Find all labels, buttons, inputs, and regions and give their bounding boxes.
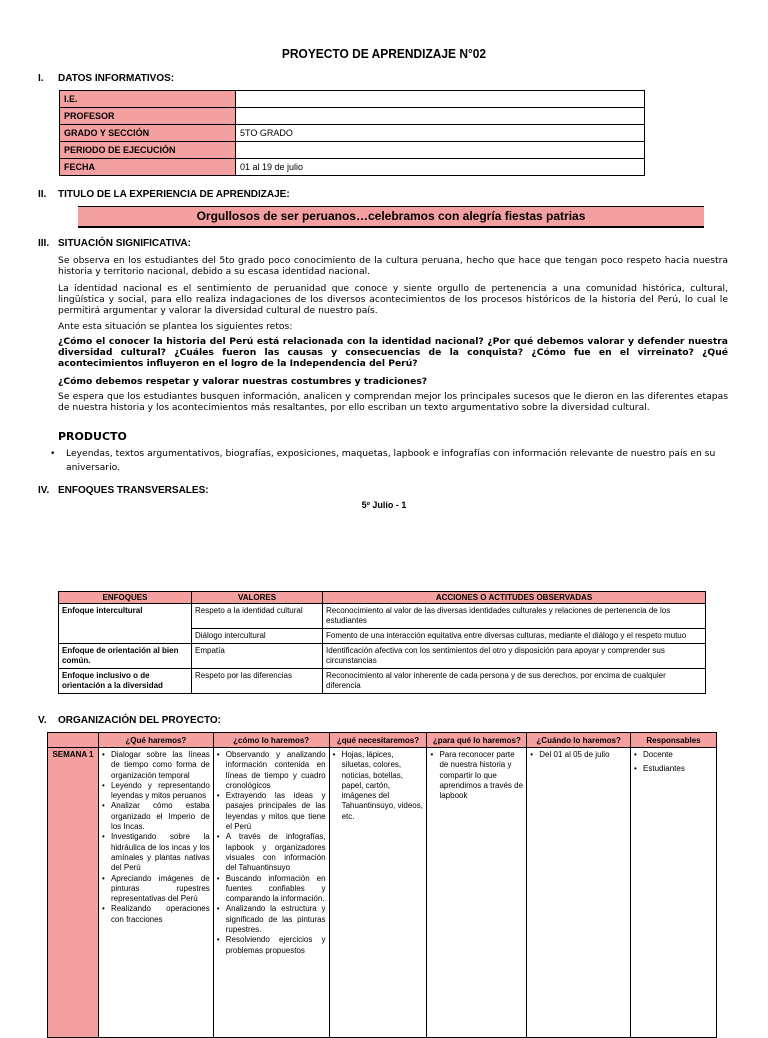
table-row: SEMANA 1 • Dialogar sobre las líneas de tiempo como forma de organización temporal • Leyendo y representando leyendas y mitos peruanos • Analizar cómo estaba organizado el Imperio de los Incas. • Investigando sobre la hidráulica de los incas y los amínales y plantas nativas del Perú • Apreciando imágenes de pinturas rupestres representativas del Perú • Realizando operaciones con fracciones • Observando y analizando información contenida en líneas de tiempo y cuadro cronológicos • Extrayendo las ideas y pasajes principales de las leyendas y mitos que tiene el Perú • A través de infografías, lapbook y organizadores visuales con información del Tahuantinsuyo • Buscando información en fuentes confiables y comparando la información. • Analizando la estructura y significado de las pinturas rupestres. • Resolviendo ejercicios y problemas propuestos • Hojas, lápices, siluetas, colores, noticias, botellas, papel, cartón, imágenes del Tahuantinsuyo, videos, etc. • Para reconocer parte de nuestra historia y compartir lo que aprendimos a través de lapbook • Del 01 al 05 de julio • Docente • Estudiantes [48,748,717,1038]
list-item: • Analizando la estructura y significado de las pinturas rupestres. [217,904,326,935]
product-heading: PRODUCTO [58,430,127,443]
section-enfoques: IV. ENFOQUES TRANSVERSALES: [38,485,209,496]
situation-paragraph-4: Se espera que los estudiantes busquen información, analicen y comprendan mejor los principales sucesos que le dieron en las diferentes etapas de nuestra historia y los acontecimientos más resaltantes, por ello escriban un texto argumentativo sobre la diversidad cultural. [58,391,728,413]
info-row: PROFESOR [60,108,645,125]
section-titulo: II. TITULO DE LA EXPERIENCIA DE APRENDIZAJE: [38,189,290,200]
list-item: • Extrayendo las ideas y pasajes principales de las leyendas y mitos que tiene el Perú [217,791,326,832]
list-item: • Analizar cómo estaba organizado el Imperio de los Incas. [102,801,210,832]
experience-title-banner: Orgullosos de ser peruanos…celebramos con alegría fiestas patrias [78,206,704,228]
info-row: I.E. [60,91,645,108]
situation-paragraph-3: Ante esta situación se plantea los siguientes retos: [58,321,293,332]
date-note: 5º Julio - 1 [361,500,407,510]
list-item: • Hojas, lápices, siluetas, colores, noticias, botellas, papel, cartón, imágenes del Tahuantinsuyo, videos, etc. [333,750,424,822]
list-item: • Dialogar sobre las líneas de tiempo como forma de organización temporal [102,750,210,781]
organization-table [47,732,717,1038]
list-item: • Resolviendo ejercicios y problemas propuestos [217,935,326,956]
enfoques-table [58,591,706,694]
document-title: PROYECTO DE APRENDIZAJE N°02 [281,46,487,61]
situation-questions: ¿Cómo el conocer la historia del Perú está relacionada con la identidad nacional? ¿Por qué debemos valorar y defender nuestra diversidad cultural? ¿Cuáles fueron las causas y consecuencias de la conquista? ¿Cómo fue en el virreinato? ¿Qué acontecimientos influyeron en el logro de la Independencia del Perú? [58,336,728,369]
table-row: Enfoque intercultural Respeto a la identidad cultural Reconocimiento al valor de las diversas identidades culturales y relaciones de pertenencia de los estudiantes [59,604,706,629]
list-item: • Para reconocer parte de nuestra historia y compartir lo que aprendimos a través de lapbook [430,750,523,801]
enfoques-header-row: ENFOQUES VALORES ACCIONES O ACTITUDES OBSERVADAS [59,592,706,604]
bullet-dot-icon: • [50,448,56,459]
list-item: • A través de infografías, lapbook y organizadores visuales con información del Tahuantinsuyo [217,832,326,873]
list-item: • Investigando sobre la hidráulica de los incas y los amínales y plantas nativas del Perú [102,832,210,873]
section-situacion: III. SITUACIÓN SIGNIFICATIVA: [38,238,191,249]
organization-header-row: ¿Qué haremos? ¿cómo lo haremos? ¿qué necesitaremos? ¿para qué lo haremos? ¿Cuándo lo haremos? Responsables [48,733,717,748]
empty-header-cell [48,733,99,748]
info-row: PERIODO DE EJECUCIÓN [60,142,645,159]
table-row: Enfoque inclusivo o de orientación a la diversidad Respeto por las diferencias Reconocimiento al valor inherente de cada persona y de sus derechos, por encima de cualquier diferencia [59,669,706,694]
list-item: • Buscando información en fuentes confiables y comparando la información. [217,874,326,905]
list-item: • Realizando operaciones con fracciones [102,904,210,925]
list-item: • Del 01 al 05 de julio [530,750,627,760]
list-item: • Observando y analizando información contenida en líneas de tiempo y cuadro cronológicos [217,750,326,791]
list-item: • Docente [634,750,713,760]
table-row: Enfoque de orientación al bien común. Empatía Identificación afectiva con los sentimientos del otro y disposición para apoyar y comprender sus circunstancias [59,644,706,669]
list-item: • Leyendo y representando leyendas y mitos peruanos [102,781,210,802]
situation-paragraph-2: La identidad nacional es el sentimiento de peruanidad que conoce y siente orgullo de pertenencia a una comunidad histórica, cultural, lingüística y social, para ello realiza indagaciones de los diversos acontecimientos de los procesos históricos de la historia del Perú, lo cual le permitirá argumentar y valorar la diversidad cultural de nuestro país. [58,283,728,316]
section-datos-informativos: I. DATOS INFORMATIVOS: [38,73,175,84]
list-item: • Estudiantes [634,764,713,774]
info-table [59,90,645,176]
table-row: Diálogo intercultural Fomento de una interacción equitativa entre diversas culturas, mediante el diálogo y el respeto mutuo [59,629,706,644]
section-organizacion: V. ORGANIZACIÓN DEL PROYECTO: [38,715,221,726]
info-row: GRADO Y SECCIÓN 5TO GRADO [60,125,645,142]
info-row: FECHA 01 al 19 de julio [60,159,645,176]
list-item: • Apreciando imágenes de pinturas rupestres representativas del Perú [102,874,210,905]
situation-question-2: ¿Cómo debemos respetar y valorar nuestras costumbres y tradiciones? [58,376,428,387]
situation-paragraph-1: Se observa en los estudiantes del 5to grado poco conocimiento de la cultura peruana, hecho que hace que tengan poco respeto hacia nuestra historia y territorio nacional, debido a su escasa identidad nacional. [58,255,728,277]
